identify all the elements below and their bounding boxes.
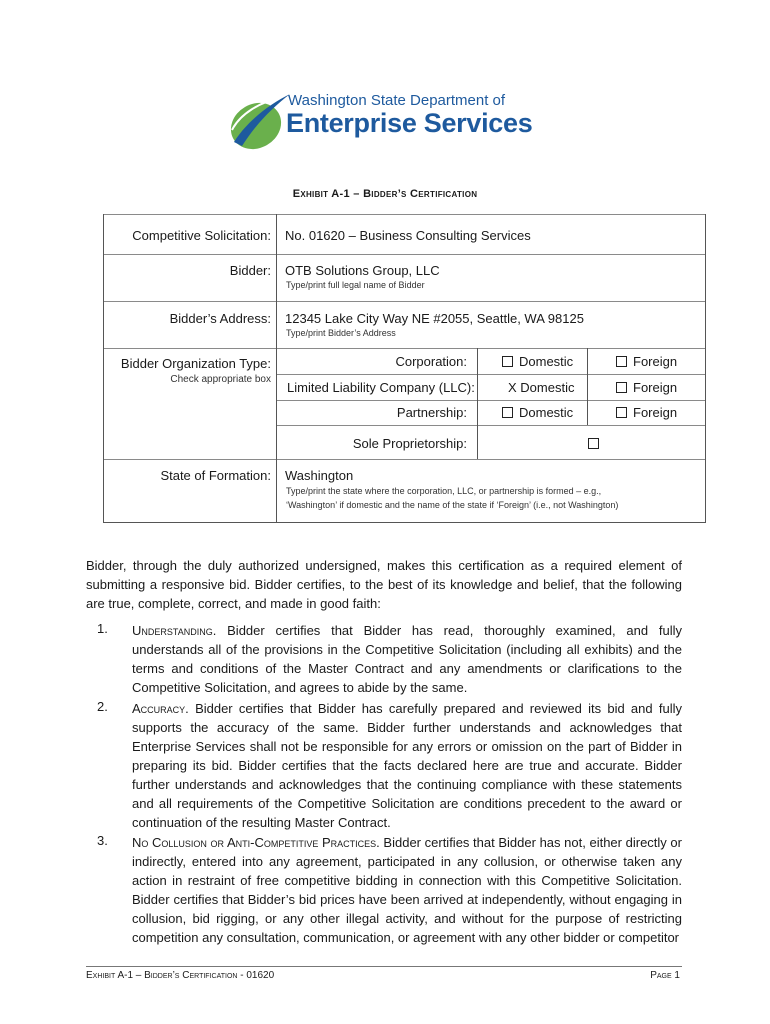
logo-department-line: Washington State Department of [288, 92, 506, 109]
item-accuracy [132, 699, 682, 832]
table-rule [276, 400, 705, 401]
table-column-rule [477, 348, 478, 459]
org-sole-prop-label: Sole Proprietorship: [352, 436, 467, 451]
item-number: 3. [97, 833, 108, 848]
formation-state-value[interactable]: Washington [285, 468, 354, 483]
corporation-foreign-option[interactable]: Foreign [616, 354, 677, 369]
address-label: Bidder’s Address: [169, 311, 271, 326]
llc-foreign-option[interactable]: Foreign [616, 380, 677, 395]
org-llc-label: Limited Liability Company (LLC): [287, 380, 475, 395]
bidder-info-table [103, 214, 706, 523]
des-logo [226, 90, 546, 160]
address-hint: Type/print Bidder’s Address [286, 328, 396, 338]
formation-hint-line2: ‘Washington’ if domestic and the name of the state if ‘Foreign’ (i.e., not Washington) [286, 500, 619, 510]
corporation-domestic-option[interactable]: Domestic [502, 354, 573, 369]
item-text: Bidder certifies that Bidder has not, either directly or indirectly, entered into any agreement, participated in any collusion, or otherwise taken any action in restraint of free competitive bidding in connection with this Competitive Solicitation. Bidder certifies that Bidder’s bid prices have been arrived at independently, without engaging in collusion, bid rigging, or any other illegal activity, and without for the purpose of restricting competition any consultation, communication, or agreement with any other bidder or competitor [132, 835, 682, 945]
item-no-collusion [132, 833, 682, 947]
exhibit-title: Exhibit A-1 – Bidder’s Certification [292, 188, 478, 200]
footer-document-name: Exhibit A-1 – Bidder’s Certification - 01620 [86, 970, 275, 981]
checkbox-icon[interactable] [588, 438, 599, 449]
item-text: Bidder certifies that Bidder has read, thoroughly examined, and fully understands all of the provisions in the Competitive Solicitation (including all exhibits) and the terms and conditions of the Master Contract and any amendments or clarifications to the Competitive Solicitation, and agrees to abide by the same. [132, 623, 682, 695]
solicitation-value[interactable]: No. 01620 – Business Consulting Services [285, 228, 531, 243]
table-rule [104, 301, 705, 302]
table-rule [104, 214, 705, 215]
checkbox-icon[interactable] [616, 356, 627, 367]
partnership-foreign-option[interactable]: Foreign [616, 405, 677, 420]
org-type-label: Bidder Organization Type: [120, 356, 271, 371]
llc-domestic-option[interactable]: X Domestic [508, 380, 575, 395]
table-column-rule [276, 214, 277, 522]
table-rule [104, 348, 705, 349]
checkbox-icon[interactable] [616, 407, 627, 418]
address-value[interactable]: 12345 Lake City Way NE #2055, Seattle, WA 98125 [285, 311, 584, 326]
item-heading: No Collusion or Anti-Competitive Practices. [132, 835, 380, 850]
table-rule [276, 374, 705, 375]
item-number: 2. [97, 699, 108, 714]
table-rule [104, 459, 705, 460]
logo-enterprise-services: Enterprise Services [286, 108, 533, 138]
partnership-domestic-option[interactable]: Domestic [502, 405, 573, 420]
checkbox-icon[interactable] [502, 407, 513, 418]
table-column-rule [587, 348, 588, 425]
checkbox-icon[interactable] [502, 356, 513, 367]
org-corporation-label: Corporation: [395, 354, 467, 369]
footer-divider [86, 966, 682, 967]
checkbox-icon[interactable] [616, 382, 627, 393]
intro-paragraph: Bidder, through the duly authorized undersigned, makes this certification as a required element of submitting a responsive bid. Bidder certifies, to the best of its knowledge and belief, that the following are true, complete, correct, and made in good faith: [86, 558, 682, 611]
bidder-name-hint: Type/print full legal name of Bidder [286, 280, 425, 290]
item-text: Bidder certifies that Bidder has carefully prepared and reviewed its bid and fully supports the accuracy of the same. Bidder further understands and acknowledges that Enterprise Services shall not be responsible for any errors or omission on the part of Bidder in preparing its bid. Bidder certifies that the facts declared here are true and accurate. Bidder further understands and acknowledges that the continuing compliance with these statements and all requirements of the Competitive Solicitation are conditions precedent to the award or continuation of the resulting Master Contract. [132, 701, 682, 830]
table-rule [104, 254, 705, 255]
formation-hint-line1: Type/print the state where the corporation, LLC, or partnership is formed – e.g., [286, 486, 602, 496]
item-understanding [132, 621, 682, 697]
sole-prop-option[interactable] [588, 436, 605, 451]
item-heading: Understanding. [132, 623, 217, 638]
table-rule [276, 425, 705, 426]
item-number: 1. [97, 621, 108, 636]
footer-page-number: Page 1 [650, 970, 680, 981]
org-type-hint: Check appropriate box [170, 374, 271, 385]
bidder-name-value[interactable]: OTB Solutions Group, LLC [285, 263, 440, 278]
item-heading: Accuracy. [132, 701, 189, 716]
solicitation-label: Competitive Solicitation: [132, 228, 271, 243]
bidder-label: Bidder: [229, 263, 271, 278]
formation-label: State of Formation: [160, 468, 271, 483]
org-partnership-label: Partnership: [396, 405, 467, 420]
